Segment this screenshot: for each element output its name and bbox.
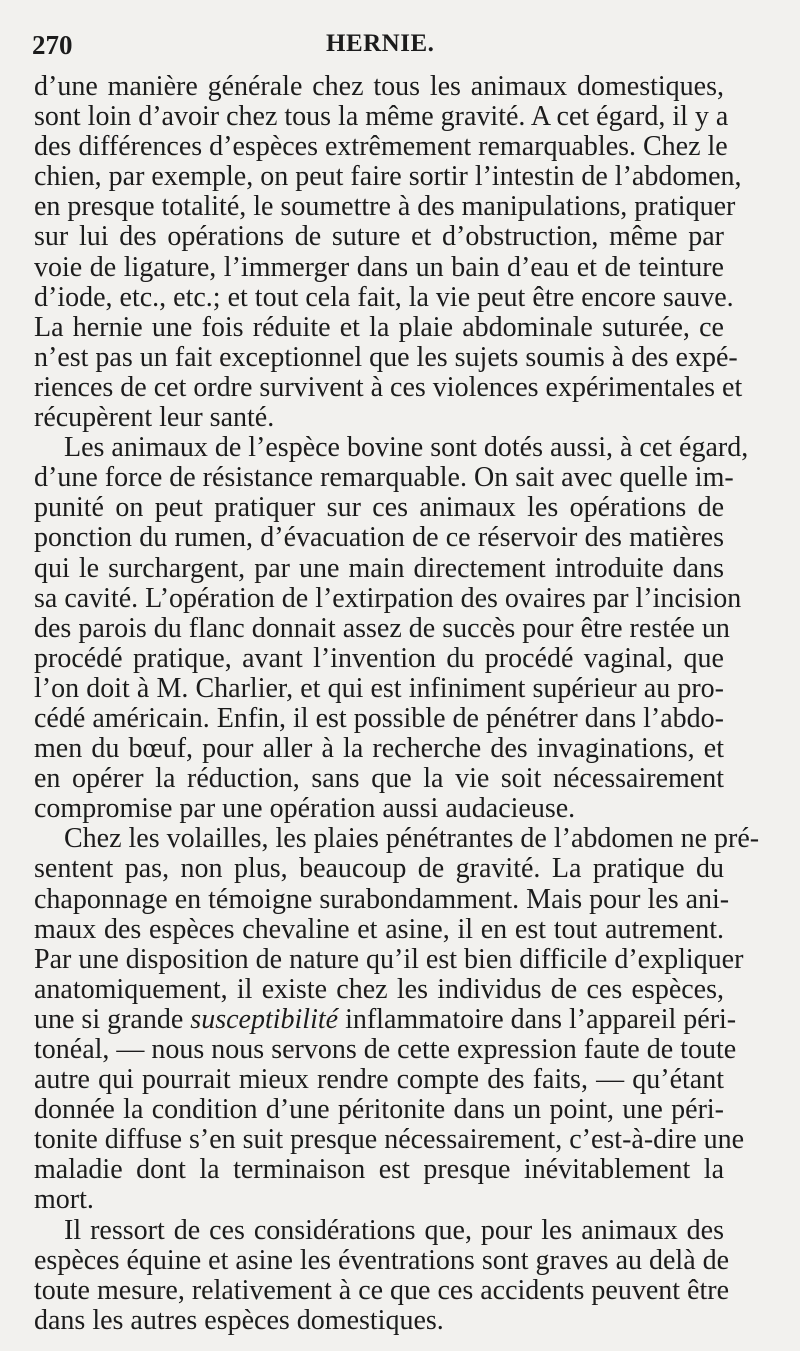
text-segment: une si grande — [34, 1003, 191, 1035]
text-line: dans les autres espèces domestiques. — [34, 1304, 444, 1336]
running-head: HERNIE. — [326, 30, 435, 57]
text-line: Par une disposition de nature qu’il est bien difficile d’expliquer — [34, 943, 744, 975]
paragraph — [34, 1214, 730, 1336]
text-line: espèces équine et asine les éventrations sont graves au delà de — [34, 1244, 730, 1276]
text-line: tonéal, — nous nous servons de cette expression faute de toute — [34, 1034, 737, 1065]
text-line: Chez les volailles, les plaies pénétrantes de l’abdomen ne pré- — [64, 823, 760, 855]
text-line: voie de ligature, l’immerger dans un bain d’eau et de teinture — [34, 251, 724, 283]
text-line: La hernie une fois réduite et la plaie abdominale suturée, ce — [34, 311, 724, 343]
text-line: autre qui pourrait mieux rendre compte des faits, — qu’étant — [34, 1064, 724, 1096]
page-body — [34, 71, 760, 1336]
italic-emphasis: susceptibilité — [190, 1003, 339, 1035]
text-line: sa cavité. L’opération de l’extirpation des ovaires par l’incision — [34, 582, 742, 614]
text-line: procédé pratique, avant l’invention du procédé vaginal, que — [34, 642, 724, 674]
text-line: d’une manière générale chez tous les animaux domestiques, — [34, 71, 724, 102]
paragraph — [34, 71, 743, 434]
text-line: récupèrent leur santé. — [34, 402, 275, 434]
text-line: punité on peut pratiquer sur ces animaux les opérations de — [34, 492, 724, 524]
text-segment: inflammatoire dans l’appareil péri- — [338, 1003, 737, 1035]
page-header — [32, 30, 732, 64]
text-line: d’une force de résistance remarquable. On sait avec quelle im- — [34, 462, 734, 494]
text-line: l’on doit à M. Charlier, et qui est infiniment supérieur au pro- — [34, 672, 724, 704]
text-line: Il ressort de ces considérations que, pour les animaux des — [64, 1214, 724, 1246]
text-line: toute mesure, relativement à ce que ces accidents peuvent être — [34, 1274, 729, 1306]
paragraph — [34, 432, 749, 825]
paragraph — [34, 823, 760, 1216]
text-line: maux des espèces chevaline et asine, il en est tout autrement. — [34, 913, 724, 945]
text-line: chien, par exemple, on peut faire sortir l’intestin de l’abdomen, — [34, 161, 742, 193]
text-line: anatomiquement, il existe chez les individus de ces espèces, — [34, 973, 724, 1005]
text-line: maladie dont la terminaison est presque inévitablement la — [34, 1154, 724, 1186]
text-line: riences de cet ordre survivent à ces violences expérimentales et — [34, 371, 743, 403]
text-line-with-italic — [34, 1003, 737, 1035]
text-line: Les animaux de l’espèce bovine sont dotés aussi, à cet égard, — [64, 432, 749, 464]
text-line: mort. — [34, 1184, 94, 1216]
text-line: n’est pas un fait exceptionnel que les sujets soumis à des expé- — [34, 341, 738, 373]
text-line: ponction du rumen, d’évacuation de ce réservoir des matières — [34, 522, 724, 554]
text-line: chaponnage en témoigne surabondamment. Mais pour les ani- — [34, 883, 730, 915]
text-line: sur lui des opérations de suture et d’obstruction, même par — [34, 221, 724, 253]
text-line: donnée la condition d’une péritonite dans un point, une péri- — [34, 1094, 724, 1126]
text-line: en opérer la réduction, sans que la vie soit nécessairement — [34, 763, 724, 795]
text-line: men du bœuf, pour aller à la recherche des invaginations, et — [34, 733, 724, 765]
text-line: en presque totalité, le soumettre à des manipulations, pratiquer — [34, 191, 736, 223]
page-number: 270 — [32, 30, 73, 60]
text-line: des différences d’espèces extrêmement remarquables. Chez le — [34, 131, 728, 163]
text-line: qui le surchargent, par une main directement introduite dans — [34, 552, 724, 584]
text-line: sentent pas, non plus, beaucoup de gravité. La pratique du — [34, 853, 724, 885]
text-line: compromise par une opération aussi audacieuse. — [34, 793, 576, 825]
text-line: des parois du flanc donnait assez de succès pour être restée un — [34, 612, 730, 644]
text-line: d’iode, etc., etc.; et tout cela fait, la vie peut être encore sauve. — [34, 281, 734, 313]
text-line: sont loin d’avoir chez tous la même gravité. A cet égard, il y a — [34, 101, 729, 133]
text-line: tonite diffuse s’en suit presque nécessairement, c’est-à-dire une — [34, 1124, 745, 1156]
text-line: cédé américain. Enfin, il est possible de pénétrer dans l’abdo- — [34, 702, 724, 734]
